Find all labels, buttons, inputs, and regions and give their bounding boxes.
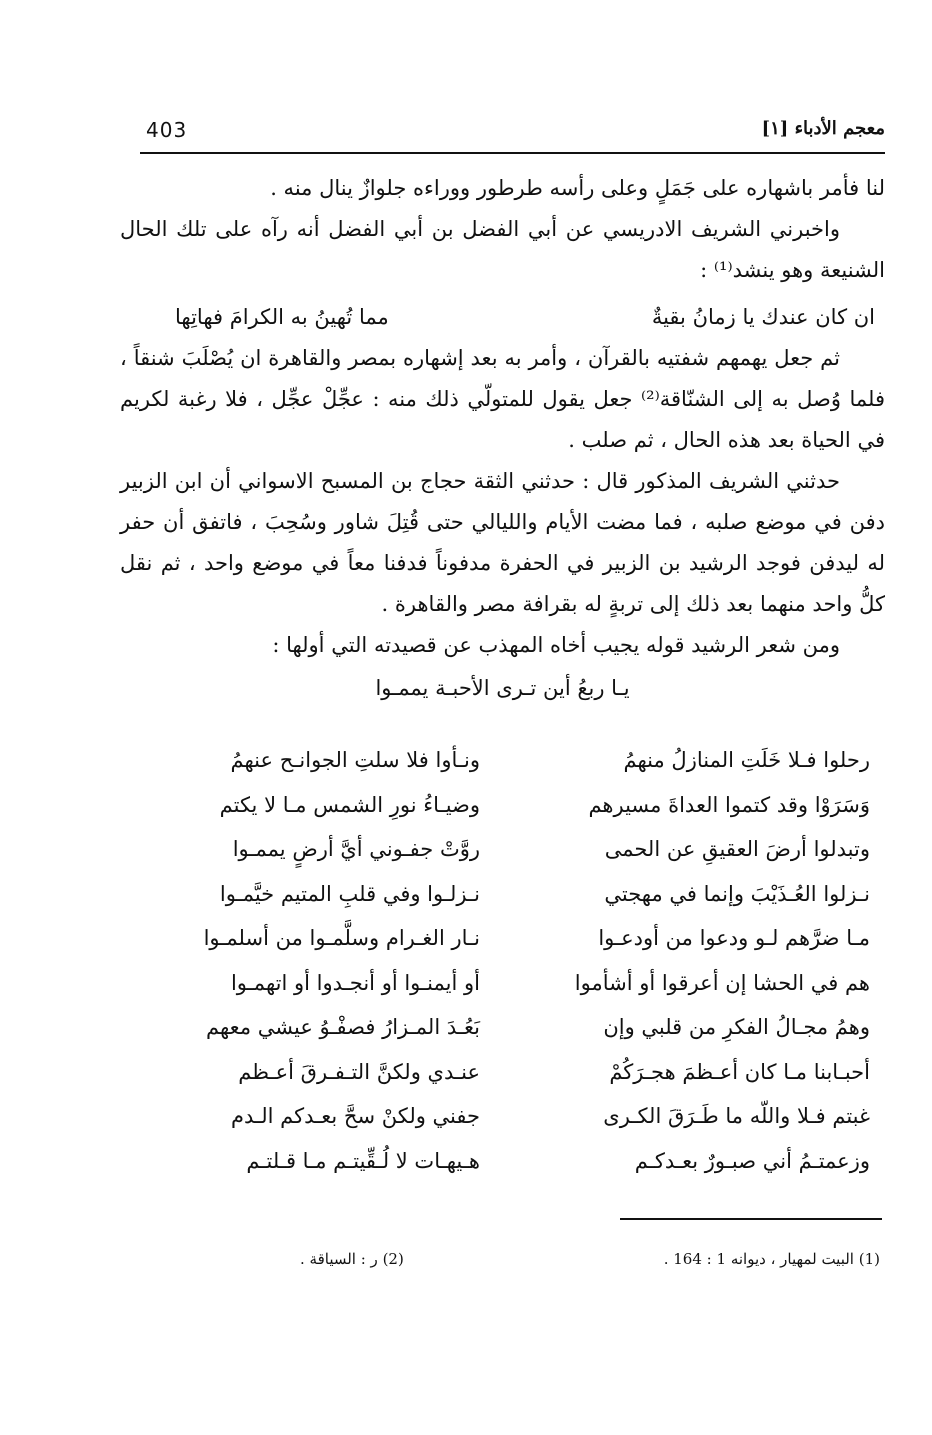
footnote-2: (2) ر : السياقة . — [300, 1250, 404, 1268]
poem-line — [160, 827, 870, 872]
poem-second-hemistich: نـزلـوا وفي قلبِ المتيم خيَّمـوا — [219, 881, 480, 906]
poem-line — [160, 783, 870, 828]
poem-first-hemistich: نـزلوا العُـذَيْبَ وإنما في مهجتي — [604, 881, 870, 906]
poem-first-hemistich: غبتم فـلا واللّه ما طَـرَقَ الكـرى — [603, 1104, 870, 1129]
body-text — [120, 168, 885, 709]
poem-first-hemistich: وهمُ مجـالُ الفكرِ من قلبي وإن — [603, 1015, 870, 1040]
footnote-divider — [620, 1218, 882, 1220]
paragraph-5: ومن شعر الرشيد قوله يجيب أخاه المهذب عن قصيدته التي أولها : — [272, 633, 840, 657]
poem-line — [160, 738, 870, 783]
paragraph-3: ثم جعل يهمهم شفتيه بالقرآن ، وأمر به بعد إشهاره بمصر والقاهرة ان يُصْلَبَ شنقاً ، فلما وُصل به إلى الشنّاقة⁽²⁾ جعل يقول للمتولّي ذلك منه : عجِّلْ عجِّل ، فلا رغبة لكريم في الحياة بعد هذه الحال ، ثم صلب . — [120, 346, 886, 452]
poem-first-hemistich: مـا ضرَّهم لـو ودعوا من أودعـوا — [598, 926, 870, 951]
page-header — [140, 112, 885, 154]
poem-first-hemistich: هم في الحشا إن أعرقوا أو أشأموا — [574, 970, 870, 995]
poem-second-hemistich: جفني ولكنْ سحَّ بعـدكم الـدم — [231, 1104, 480, 1129]
poem-second-hemistich: بَعُـدَ المـزارُ فصفْـوُ عيشي معهم — [206, 1015, 480, 1040]
running-head: معجم الأدباء [١] — [761, 118, 885, 139]
poem-line — [160, 961, 870, 1006]
verse-opening: يـا ربعُ أين تـرى الأحبـة يممـوا — [375, 676, 630, 700]
footnotes — [300, 1250, 880, 1268]
poem-second-hemistich: هـيهـات لا لُـقِّيتـم مـا قـلتـم — [246, 1148, 480, 1173]
verse-single — [120, 297, 885, 338]
poem-line — [160, 1094, 870, 1139]
poem-first-hemistich: وتبدلوا أرضَ العقيقِ عن الحمى — [604, 837, 870, 862]
poem-second-hemistich: عنـدي ولكنَّ التـفـرقَ أعـظم — [238, 1059, 480, 1084]
verse-second-hemistich: مما تُهينُ به الكرامَ فهاتِها — [175, 305, 389, 329]
poem-first-hemistich: أحبـابنا مـا كان أعـظمَ هجـرَكُمْ — [609, 1059, 870, 1084]
footnote-1: (1) البيت لمهيار ، ديوانه 1 : 164 . — [663, 1250, 880, 1268]
poem-second-hemistich: ونـأوا فلا سلتِ الجوانـح عنهمُ — [230, 748, 480, 773]
poem-first-hemistich: وَسَرَوْا وقد كتموا العداةَ مسيرهم — [588, 792, 870, 817]
poem-second-hemistich: وضيـاءُ نورِ الشمس مـا لا يكتم — [219, 792, 480, 817]
poem — [160, 738, 870, 1183]
poem-line — [160, 1139, 870, 1184]
paragraph-4: حدثني الشريف المذكور قال : حدثني الثقة حجاج بن المسبح الاسواني أن ابن الزبير دفن في موضع صلبه ، فما مضت الأيام والليالي حتى قُتِلَ شاور وسُحِبَ ، فاتفق أن حفر له ليدفن فوجد الرشيد بن الزبير في الحفرة مدفوناً فدفنا معاً في موضع واحد ، ثم نقل كلُّ واحد منهما بعد ذلك إلى تربةٍ له بقرافة مصر والقاهرة . — [120, 469, 885, 616]
poem-second-hemistich: أو أيمنـوا أو أنجـدوا أو اتهمـوا — [230, 970, 480, 995]
paragraph-2: واخبرني الشريف الادريسي عن أبي الفضل بن أبي الفضل أنه رآه على تلك الحال الشنيعة وهو ينشد⁽¹⁾ : — [120, 217, 885, 282]
poem-line — [160, 916, 870, 961]
poem-second-hemistich: نـار الغـرام وسلَّمـوا من أسلمـوا — [203, 926, 480, 951]
poem-first-hemistich: وزعمتـمُ أني صبـورٌ بعـدكـم — [634, 1148, 870, 1173]
verse-first-hemistich: ان كان عندك يا زمانُ بقيةٌ — [651, 305, 875, 329]
poem-first-hemistich: رحلوا فـلا خَلَتِ المنازلُ منهمُ — [623, 748, 870, 773]
poem-second-hemistich: روَّتْ جفـوني أيَّ أرضٍ يممـوا — [232, 837, 480, 862]
page-number: 403 — [146, 118, 188, 142]
poem-line — [160, 872, 870, 917]
paragraph-1: لنا فأمر باشهاره على جَمَلٍ وعلى رأسه طرطور ووراءه جلوازٌ ينال منه . — [270, 176, 885, 200]
poem-line — [160, 1050, 870, 1095]
poem-line — [160, 1005, 870, 1050]
